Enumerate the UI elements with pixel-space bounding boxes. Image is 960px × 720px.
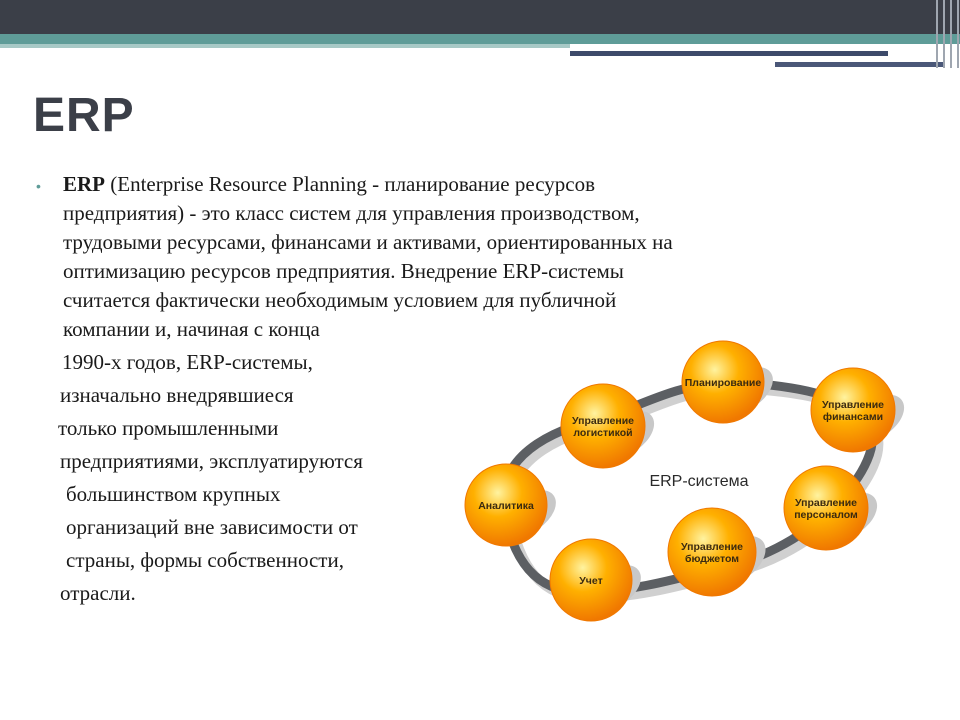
node-label: Планирование — [684, 377, 762, 389]
diagram-center-label: ERP-система — [649, 473, 749, 490]
term-erp: ERP — [63, 172, 105, 196]
erp-cycle-svg — [456, 330, 936, 630]
paragraph-line: считается фактически необходимым условием для публичной — [63, 288, 617, 312]
paragraph-line: только промышленными — [58, 416, 279, 440]
paragraph-line: компании и, начиная с конца — [63, 317, 320, 341]
paragraph-line: предприятиями, эксплуатируются — [60, 449, 363, 473]
node-label: Учет — [579, 575, 603, 587]
node-label: персоналом — [794, 509, 858, 521]
node-label: Управление — [821, 399, 885, 411]
paragraph-line: предприятия) - это класс систем для управления производством, — [63, 201, 640, 225]
node-label: логистикой — [573, 427, 633, 439]
node-label: Управление — [571, 415, 635, 427]
top-dark-bar — [0, 0, 960, 34]
paragraph-line: 1990-х годов, ERP-системы, — [62, 350, 313, 374]
paragraph-line: большинством крупных — [66, 482, 281, 506]
node-label: финансами — [822, 411, 884, 423]
node-label: Управление — [680, 541, 744, 553]
paragraph-line: организаций вне зависимости от — [66, 515, 358, 539]
body-paragraph — [63, 170, 863, 344]
node-label: Аналитика — [478, 500, 534, 512]
top-teal-band — [0, 34, 960, 44]
paragraph-line: оптимизацию ресурсов предприятия. Внедрение ERP-системы — [63, 259, 624, 283]
paragraph-line: отрасли. — [60, 581, 136, 605]
bullet-marker: • — [36, 178, 41, 194]
decorative-stripe — [775, 62, 943, 67]
erp-cycle-diagram — [456, 330, 936, 630]
paragraph-line: трудовыми ресурсами, финансами и активами, ориентированных на — [63, 230, 673, 254]
diagram-node-budget — [668, 508, 775, 596]
diagram-node-accounting — [550, 539, 649, 621]
body-paragraph-continuation — [58, 346, 363, 610]
node-label: бюджетом — [684, 553, 740, 565]
paragraph-line — [63, 170, 863, 199]
diagram-node-finance — [811, 368, 913, 452]
decorative-stripe — [570, 51, 888, 56]
slide-title: ERP — [33, 89, 135, 142]
paragraph-line-text: (Enterprise Resource Planning - планирование ресурсов — [105, 172, 595, 196]
diagram-node-analytics — [465, 464, 564, 546]
diagram-node-planning — [682, 341, 781, 423]
paragraph-line: страны, формы собственности, — [66, 548, 344, 572]
paragraph-line: изначально внедрявшиеся — [60, 383, 294, 407]
top-teal-shade — [0, 44, 570, 48]
node-label: Управление — [794, 497, 858, 509]
decorative-vertical-lines — [934, 0, 960, 68]
